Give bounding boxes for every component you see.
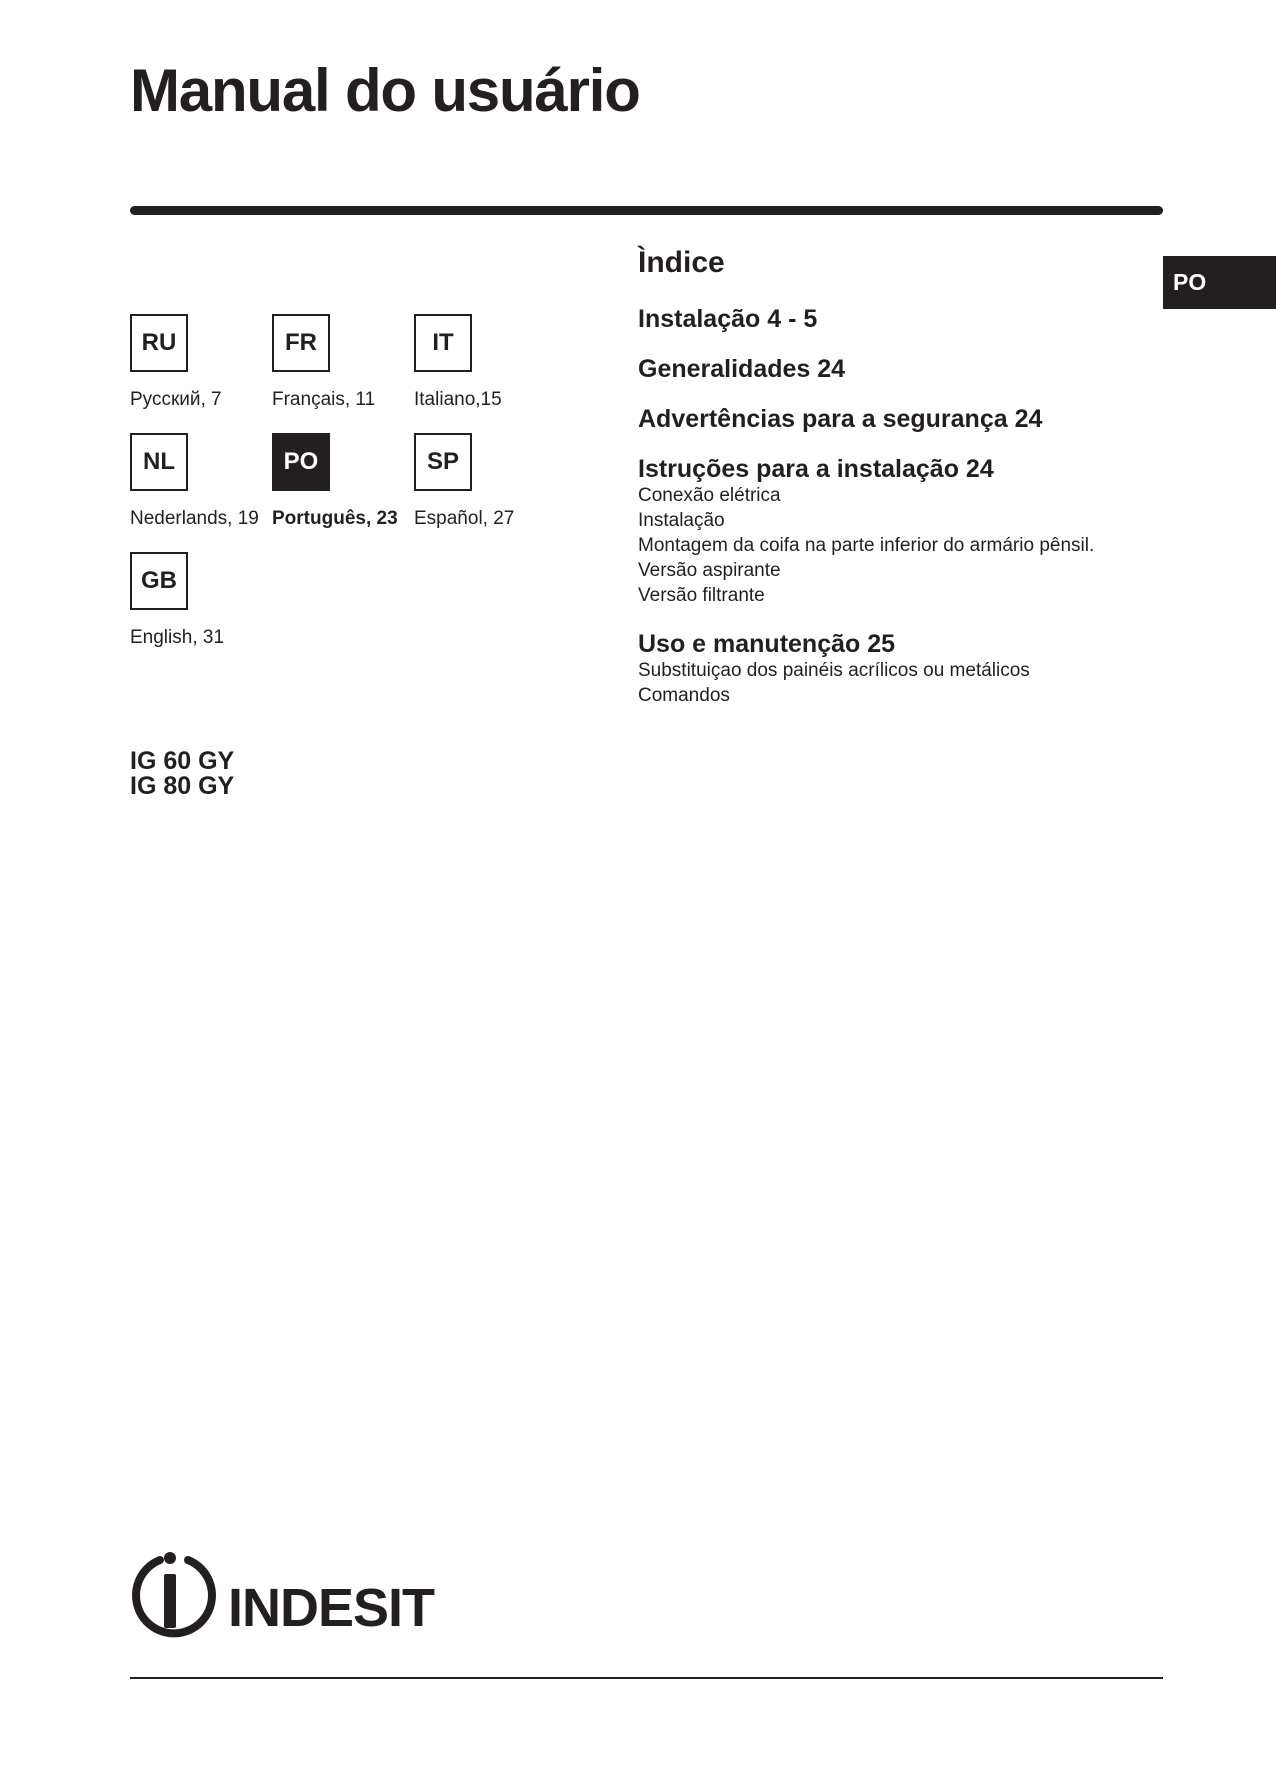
toc-section-title[interactable]: Generalidades 24 — [638, 355, 846, 383]
toc-subitem[interactable]: Montagem da coifa na parte inferior do armário pênsil. — [638, 535, 1095, 556]
toc-subitem[interactable]: Comandos — [638, 685, 730, 706]
language-caption-gb[interactable]: English, 31 — [130, 627, 225, 648]
language-box-gb[interactable]: GB — [130, 552, 188, 610]
footer-divider — [130, 1677, 1163, 1679]
toc-subitem[interactable]: Conexão elétrica — [638, 485, 781, 506]
language-caption-nl[interactable]: Nederlands, 19 — [130, 508, 259, 529]
language-box-ru[interactable]: RU — [130, 314, 188, 372]
language-caption-sp[interactable]: Español, 27 — [414, 508, 515, 529]
language-box-fr[interactable]: FR — [272, 314, 330, 372]
model-name: IG 80 GY — [130, 772, 235, 800]
toc-section-title[interactable]: Instalação 4 - 5 — [638, 305, 818, 333]
toc-section — [638, 305, 817, 333]
toc-subitem[interactable]: Versão aspirante — [638, 560, 781, 581]
language-box-it[interactable]: IT — [414, 314, 472, 372]
model-name: IG 60 GY — [130, 747, 235, 775]
toc-section — [638, 630, 1030, 708]
indesit-logo — [128, 1548, 448, 1638]
language-caption-fr[interactable]: Français, 11 — [272, 389, 376, 410]
toc-section — [638, 355, 845, 383]
toc-subitem[interactable]: Versão filtrante — [638, 585, 765, 606]
language-caption-ru[interactable]: Русский, 7 — [130, 389, 222, 410]
language-caption-it[interactable]: Italiano,15 — [414, 389, 502, 410]
language-caption-po[interactable]: Português, 23 — [272, 508, 398, 529]
toc-section-title[interactable]: Istruções para a instalação 24 — [638, 455, 994, 483]
language-box-po[interactable]: PO — [272, 433, 330, 491]
toc-subitem[interactable]: Instalação — [638, 510, 725, 531]
index-heading: Ìndice — [638, 246, 725, 279]
toc-section-title[interactable]: Uso e manutenção 25 — [638, 630, 896, 658]
brand-wordmark: INDESIT — [228, 1578, 435, 1638]
toc-section — [638, 455, 1094, 608]
toc-section — [638, 405, 1042, 433]
toc-subitem[interactable]: Substituiçao dos painéis acrílicos ou metálicos — [638, 660, 1030, 681]
language-box-sp[interactable]: SP — [414, 433, 472, 491]
model-list — [130, 749, 234, 799]
language-box-nl[interactable]: NL — [130, 433, 188, 491]
toc-section-title[interactable]: Advertências para a segurança 24 — [638, 405, 1043, 433]
language-side-tab: PO — [1163, 256, 1276, 309]
title-divider — [130, 206, 1163, 215]
page-title: Manual do usuário — [130, 57, 640, 124]
